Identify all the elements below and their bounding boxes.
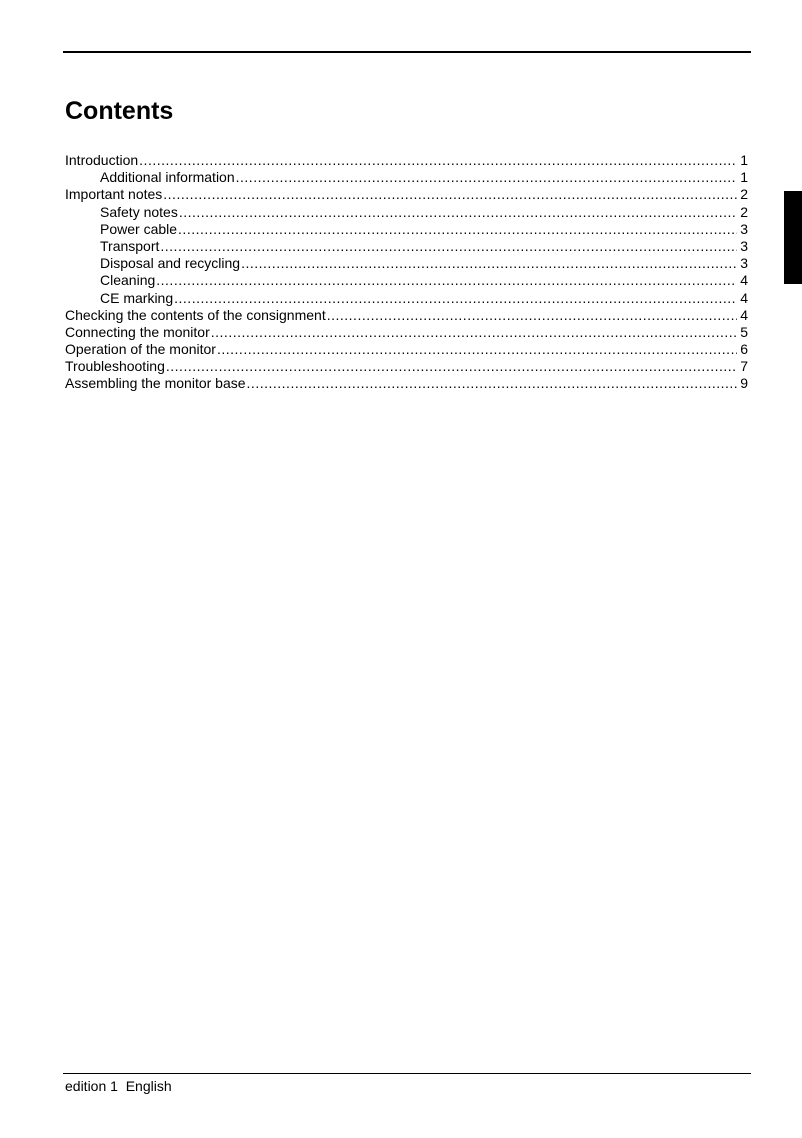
toc-entry-important-notes[interactable] bbox=[65, 186, 748, 203]
toc-entry-label: Additional information bbox=[100, 169, 235, 186]
toc-entry-disposal-and-recycling[interactable] bbox=[65, 255, 748, 272]
toc-dot-leader bbox=[327, 307, 737, 324]
toc-dot-leader bbox=[156, 272, 737, 289]
toc-entry-label: CE marking bbox=[100, 289, 174, 306]
toc-dot-leader bbox=[174, 290, 737, 307]
toc-page-number: 1 bbox=[740, 152, 748, 168]
toc-entry-operation-of-the-monitor[interactable] bbox=[65, 341, 748, 358]
toc-dot-leader bbox=[163, 186, 737, 203]
toc-dot-leader bbox=[166, 358, 737, 375]
toc-page-number: 2 bbox=[740, 186, 748, 203]
toc-entry-label: Checking the contents of the consignment bbox=[65, 306, 326, 323]
toc-dot-leader bbox=[211, 324, 737, 341]
toc-dot-leader bbox=[247, 375, 738, 392]
table-of-contents bbox=[65, 152, 748, 393]
toc-page-number: 9 bbox=[740, 375, 748, 392]
page-footer: edition 1 English bbox=[65, 1078, 172, 1094]
chapter-thumb-tab bbox=[784, 191, 802, 284]
toc-page-number: 4 bbox=[740, 272, 748, 289]
toc-page-number: 5 bbox=[740, 323, 748, 340]
toc-entry-label: Cleaning bbox=[100, 272, 156, 289]
toc-entry-label: Power cable bbox=[100, 220, 178, 237]
toc-entry-label: Transport bbox=[100, 237, 160, 254]
toc-page-number: 3 bbox=[740, 255, 748, 272]
toc-entry-troubleshooting[interactable] bbox=[65, 358, 748, 375]
toc-dot-leader bbox=[179, 204, 737, 221]
toc-entry-additional-information[interactable] bbox=[65, 169, 748, 186]
toc-dot-leader bbox=[139, 152, 737, 169]
toc-entry-label: Connecting the monitor bbox=[65, 323, 210, 340]
toc-page-number: 6 bbox=[740, 341, 748, 358]
toc-entry-ce-marking[interactable] bbox=[65, 290, 748, 307]
top-divider bbox=[63, 51, 751, 53]
toc-entry-power-cable[interactable] bbox=[65, 221, 748, 238]
page-title: Contents bbox=[65, 97, 174, 125]
toc-entry-introduction[interactable] bbox=[65, 152, 748, 169]
toc-entry-checking-contents[interactable] bbox=[65, 307, 748, 324]
toc-dot-leader bbox=[241, 255, 737, 272]
toc-entry-label: Assembling the monitor base bbox=[65, 375, 246, 392]
toc-page-number: 4 bbox=[740, 289, 748, 306]
toc-entry-label: Operation of the monitor bbox=[65, 341, 216, 358]
bottom-divider bbox=[63, 1073, 751, 1074]
toc-entry-label: Disposal and recycling bbox=[100, 255, 241, 272]
toc-page-number: 2 bbox=[740, 203, 748, 220]
toc-page-number: 3 bbox=[740, 237, 748, 254]
toc-entry-label: Important notes bbox=[65, 186, 163, 203]
toc-page-number: 3 bbox=[740, 220, 748, 237]
toc-entry-label: Safety notes bbox=[100, 203, 178, 220]
toc-dot-leader bbox=[160, 238, 737, 255]
toc-entry-safety-notes[interactable] bbox=[65, 204, 748, 221]
toc-entry-label: Troubleshooting bbox=[65, 358, 165, 375]
toc-dot-leader bbox=[178, 221, 737, 238]
toc-dot-leader bbox=[217, 341, 737, 358]
toc-dot-leader bbox=[236, 169, 738, 186]
toc-entry-connecting-the-monitor[interactable] bbox=[65, 324, 748, 341]
toc-page-number: 4 bbox=[740, 306, 748, 323]
toc-entry-label: Introduction bbox=[65, 152, 139, 168]
toc-entry-assembling-the-monitor-base[interactable] bbox=[65, 375, 748, 392]
toc-page-number: 1 bbox=[740, 169, 748, 186]
toc-entry-cleaning[interactable] bbox=[65, 272, 748, 289]
toc-page-number: 7 bbox=[740, 358, 748, 375]
toc-entry-transport[interactable] bbox=[65, 238, 748, 255]
